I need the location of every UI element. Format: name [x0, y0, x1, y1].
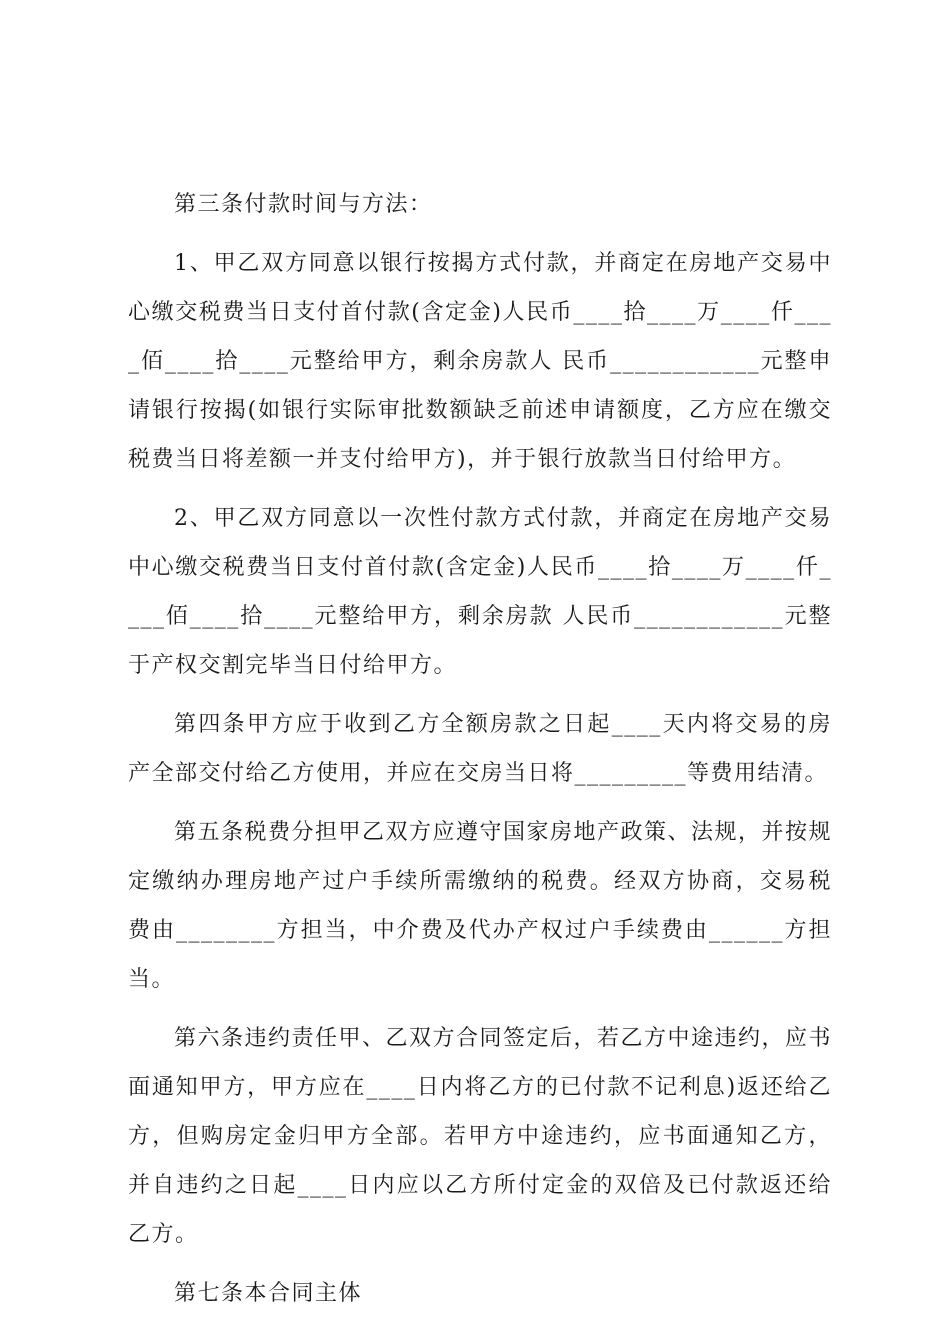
article-4-handover: 第四条甲方应于收到乙方全额房款之日起____天内将交易的房产全部交付给乙方使用，并应在交房当日将_________等费用结清。 [128, 712, 832, 786]
article-6-breach-liability: 第六条违约责任甲、乙双方合同签定后，若乙方中途违约，应书面通知甲方，甲方应在____日内将乙方的已付款不记利息)返还给乙方，但购房定金归甲方全部。若甲方中途违约，应书面通知乙方，并自违约之日起____日内应以乙方所付定金的双倍及已付款返还给乙方。 [128, 1026, 833, 1247]
article-7-heading: 第七条本合同主体 [174, 1281, 363, 1306]
document-body [128, 180, 832, 1328]
clause-3-2-lump-sum-payment: 2、甲乙双方同意以一次性付款方式付款，并商定在房地产交易中心缴交税费当日支付首付款(含定金)人民币____拾____万____仟____佰____拾____元整给甲方，剩余房款 人民币____________元整于产权交割完毕当日付给甲方。 [128, 506, 832, 678]
article-3-heading: 第三条付款时间与方法： [174, 192, 433, 217]
clause-3-1-mortgage-payment: 1、甲乙双方同意以银行按揭方式付款，并商定在房地产交易中心缴交税费当日支付首付款(含定金)人民币____拾____万____仟____佰____拾____元整给甲方，剩余房款人 民币____________元整申请银行按揭(如银行实际审批数额缺乏前述申请额度，乙方应在缴交税费当日将差额一并支付给甲方)，并于银行放款当日付给甲方。 [128, 251, 832, 472]
article-5-tax-sharing: 第五条税费分担甲乙双方应遵守国家房地产政策、法规，并按规定缴纳办理房地产过户手续所需缴纳的税费。经双方协商，交易税费由________方担当，中介费及代办产权过户手续费由______方担当。 [128, 820, 833, 992]
